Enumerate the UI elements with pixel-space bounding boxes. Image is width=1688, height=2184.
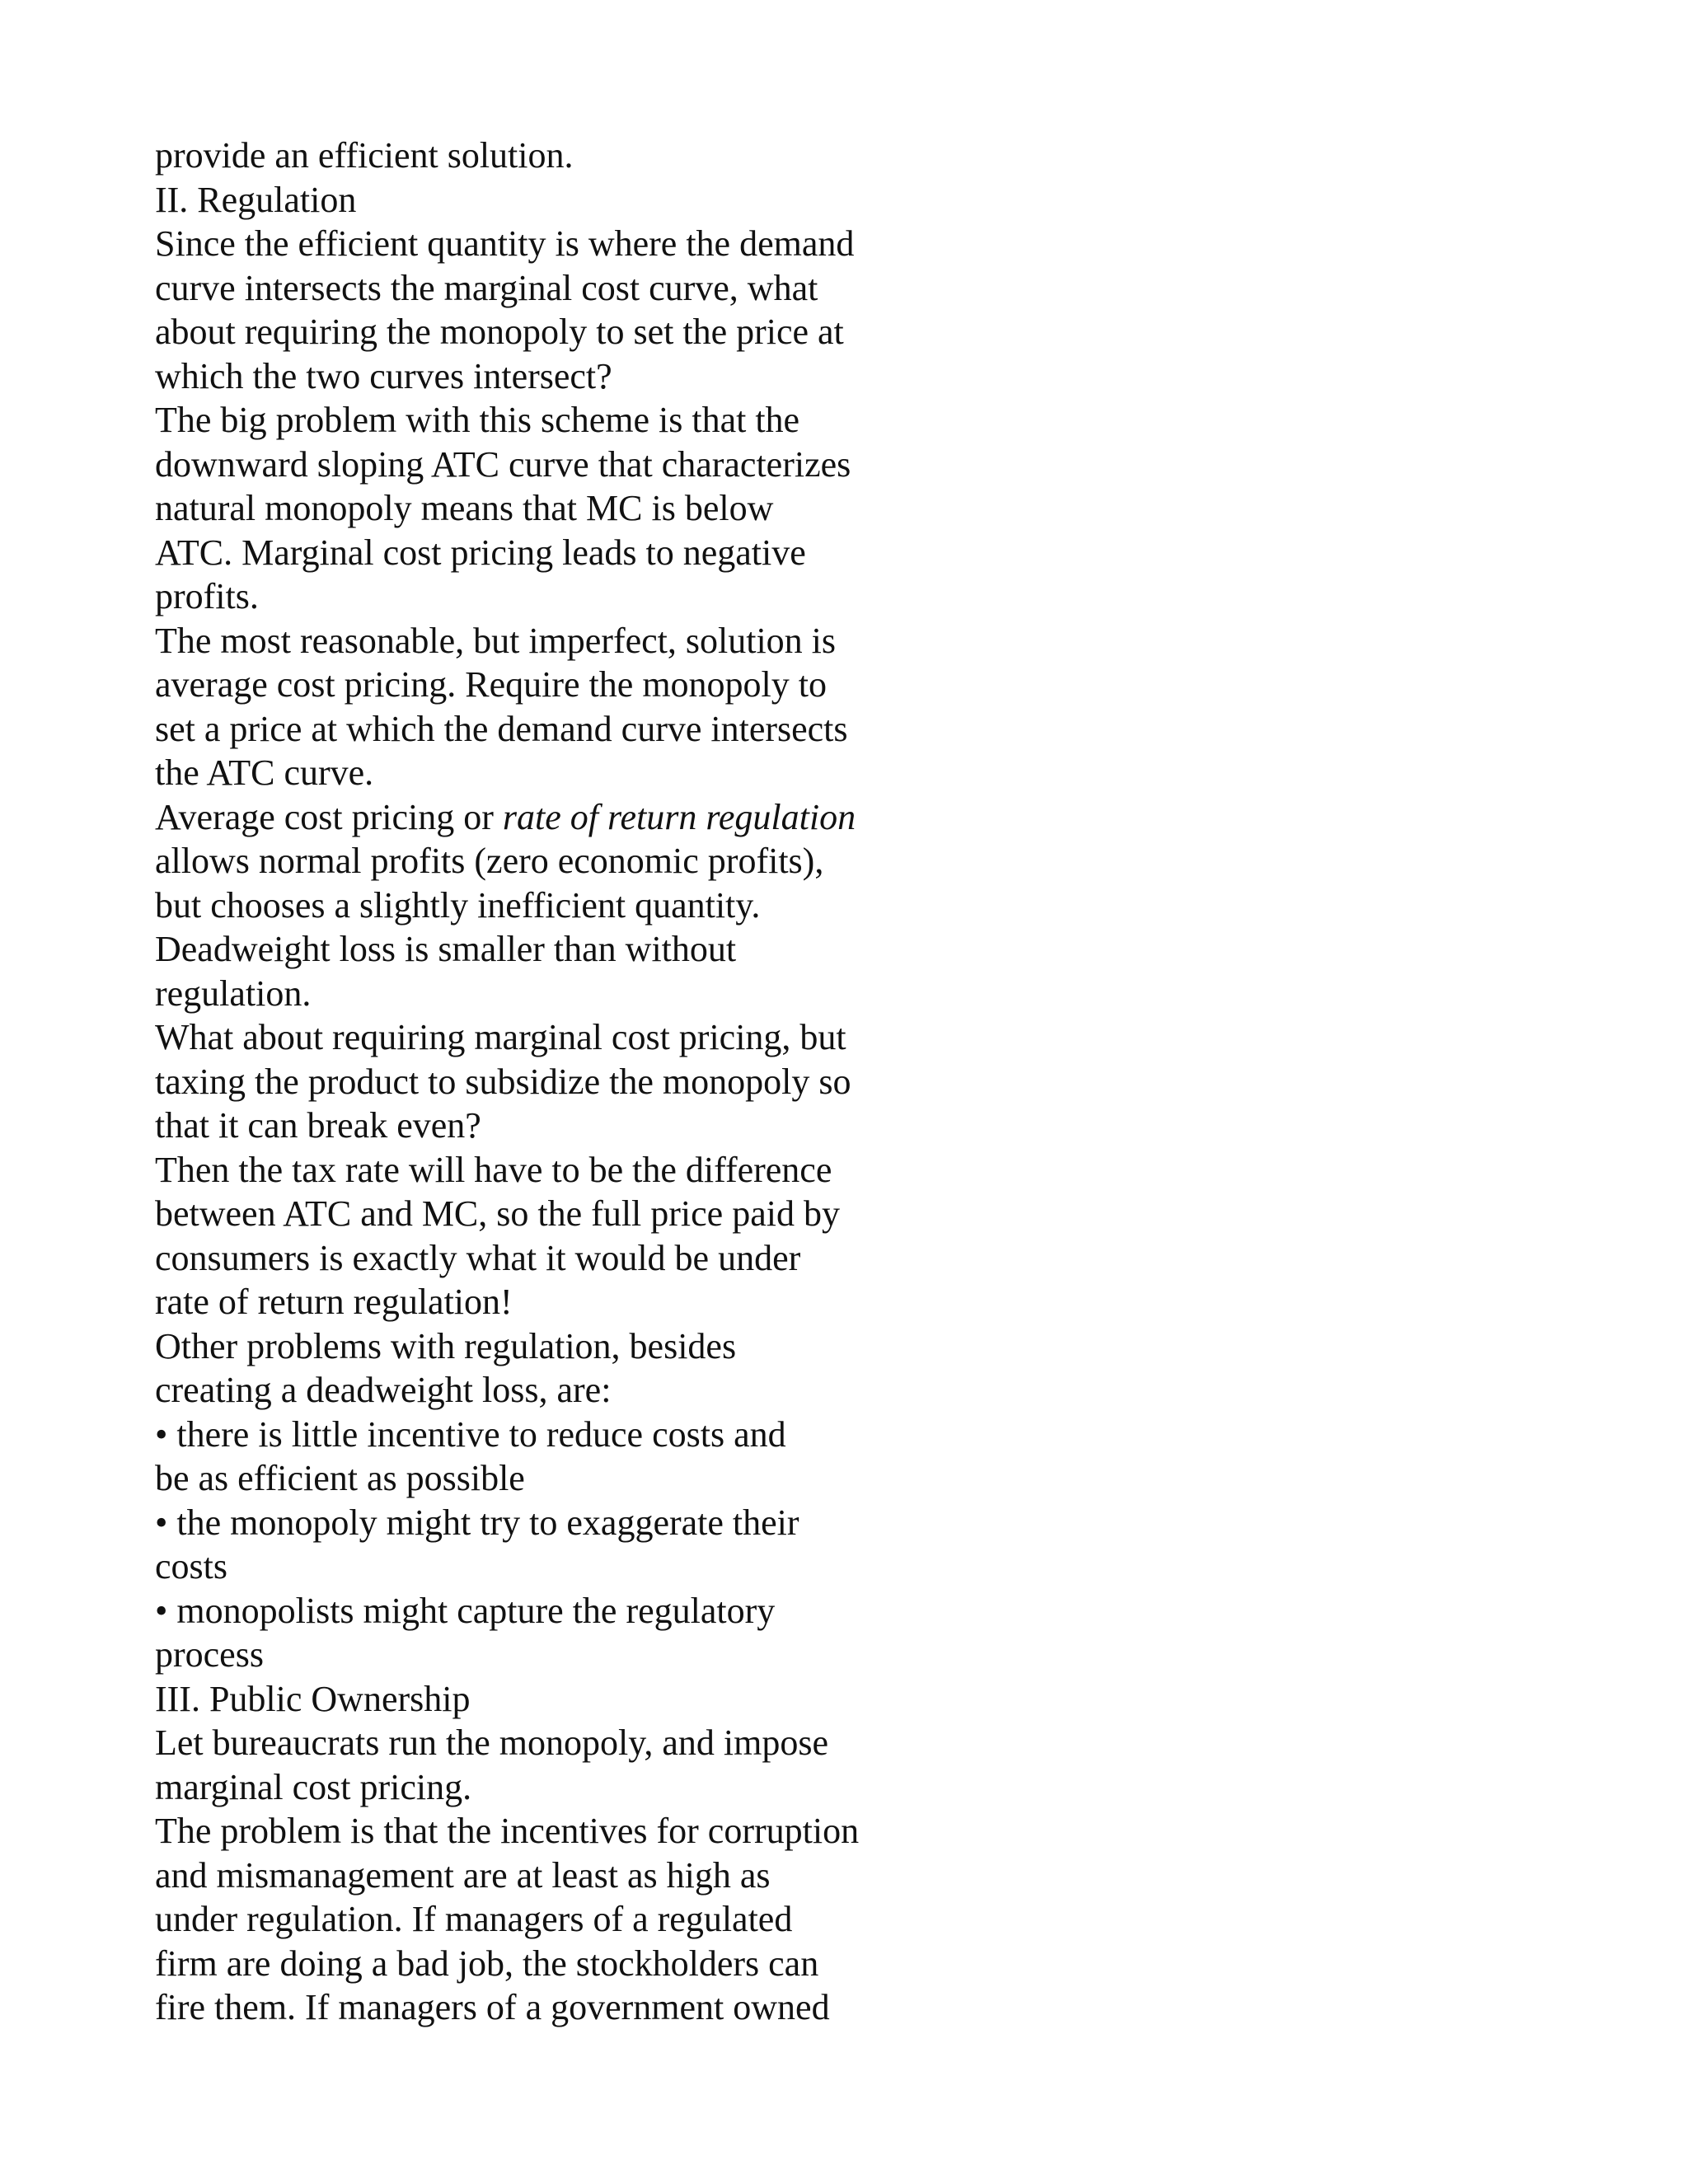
bullet-item: • the monopoly might try to exaggerate their	[155, 1502, 799, 1543]
text-line: average cost pricing. Require the monopoly to	[155, 664, 827, 705]
text-line: What about requiring marginal cost pricing, but	[155, 1017, 846, 1057]
section-heading-public-ownership: III. Public Ownership	[155, 1678, 471, 1719]
text-line-with-italic	[155, 795, 979, 840]
text-line: be as efficient as possible	[155, 1458, 525, 1498]
text-line: downward sloping ATC curve that characterizes	[155, 443, 851, 485]
text-line: The most reasonable, but imperfect, solution is	[155, 620, 837, 661]
text-line: Since the efficient quantity is where the demand	[155, 223, 855, 264]
text-line: that it can break even?	[155, 1105, 481, 1146]
text-line: natural monopoly means that MC is below	[155, 488, 774, 528]
text-line: and mismanagement are at least as high as	[155, 1854, 771, 1896]
text-line: taxing the product to subsidize the monopoly so	[155, 1061, 851, 1102]
text-line: ATC. Marginal cost pricing leads to negative	[155, 532, 806, 573]
text-line: Let bureaucrats run the monopoly, and impose	[155, 1722, 829, 1763]
text-line: set a price at which the demand curve intersects	[155, 708, 848, 749]
text-line: creating a deadweight loss, are:	[155, 1370, 612, 1410]
text-segment: Average cost pricing or	[155, 796, 503, 837]
text-line: but chooses a slightly inefficient quantity.	[155, 884, 761, 926]
text-line: allows normal profits (zero economic profits),	[155, 841, 824, 881]
text-line: provide an efficient solution.	[155, 135, 574, 176]
text-line: The problem is that the incentives for corruption	[155, 1811, 860, 1851]
section-heading-regulation: II. Regulation	[155, 179, 357, 220]
text-line: regulation.	[155, 972, 312, 1014]
document-body	[155, 134, 979, 2030]
text-line: process	[155, 1634, 264, 1675]
text-line: under regulation. If managers of a regulated	[155, 1899, 793, 1939]
text-line: Then the tax rate will have to be the difference	[155, 1149, 832, 1190]
text-line: marginal cost pricing.	[155, 1766, 472, 1807]
text-line: The big problem with this scheme is that the	[155, 400, 800, 440]
text-line: between ATC and MC, so the full price paid by	[155, 1193, 840, 1234]
bullet-item: • monopolists might capture the regulatory	[155, 1590, 776, 1631]
italic-phrase: rate of return regulation	[502, 796, 856, 837]
text-line: Other problems with regulation, besides	[155, 1325, 737, 1366]
text-line: about requiring the monopoly to set the price at	[155, 312, 844, 352]
text-line: fire them. If managers of a government owned	[155, 1987, 830, 2027]
text-line: Deadweight loss is smaller than without	[155, 929, 737, 969]
text-line: the ATC curve.	[155, 752, 374, 793]
text-line: profits.	[155, 576, 259, 616]
text-line: curve intersects the marginal cost curve, what	[155, 267, 818, 308]
text-line: costs	[155, 1546, 227, 1586]
text-line: firm are doing a bad job, the stockholders can	[155, 1943, 819, 1984]
text-line: which the two curves intersect?	[155, 355, 612, 396]
bullet-item: • there is little incentive to reduce costs and	[155, 1413, 786, 1455]
text-line: consumers is exactly what it would be under	[155, 1237, 801, 1278]
text-line: rate of return regulation!	[155, 1282, 513, 1322]
